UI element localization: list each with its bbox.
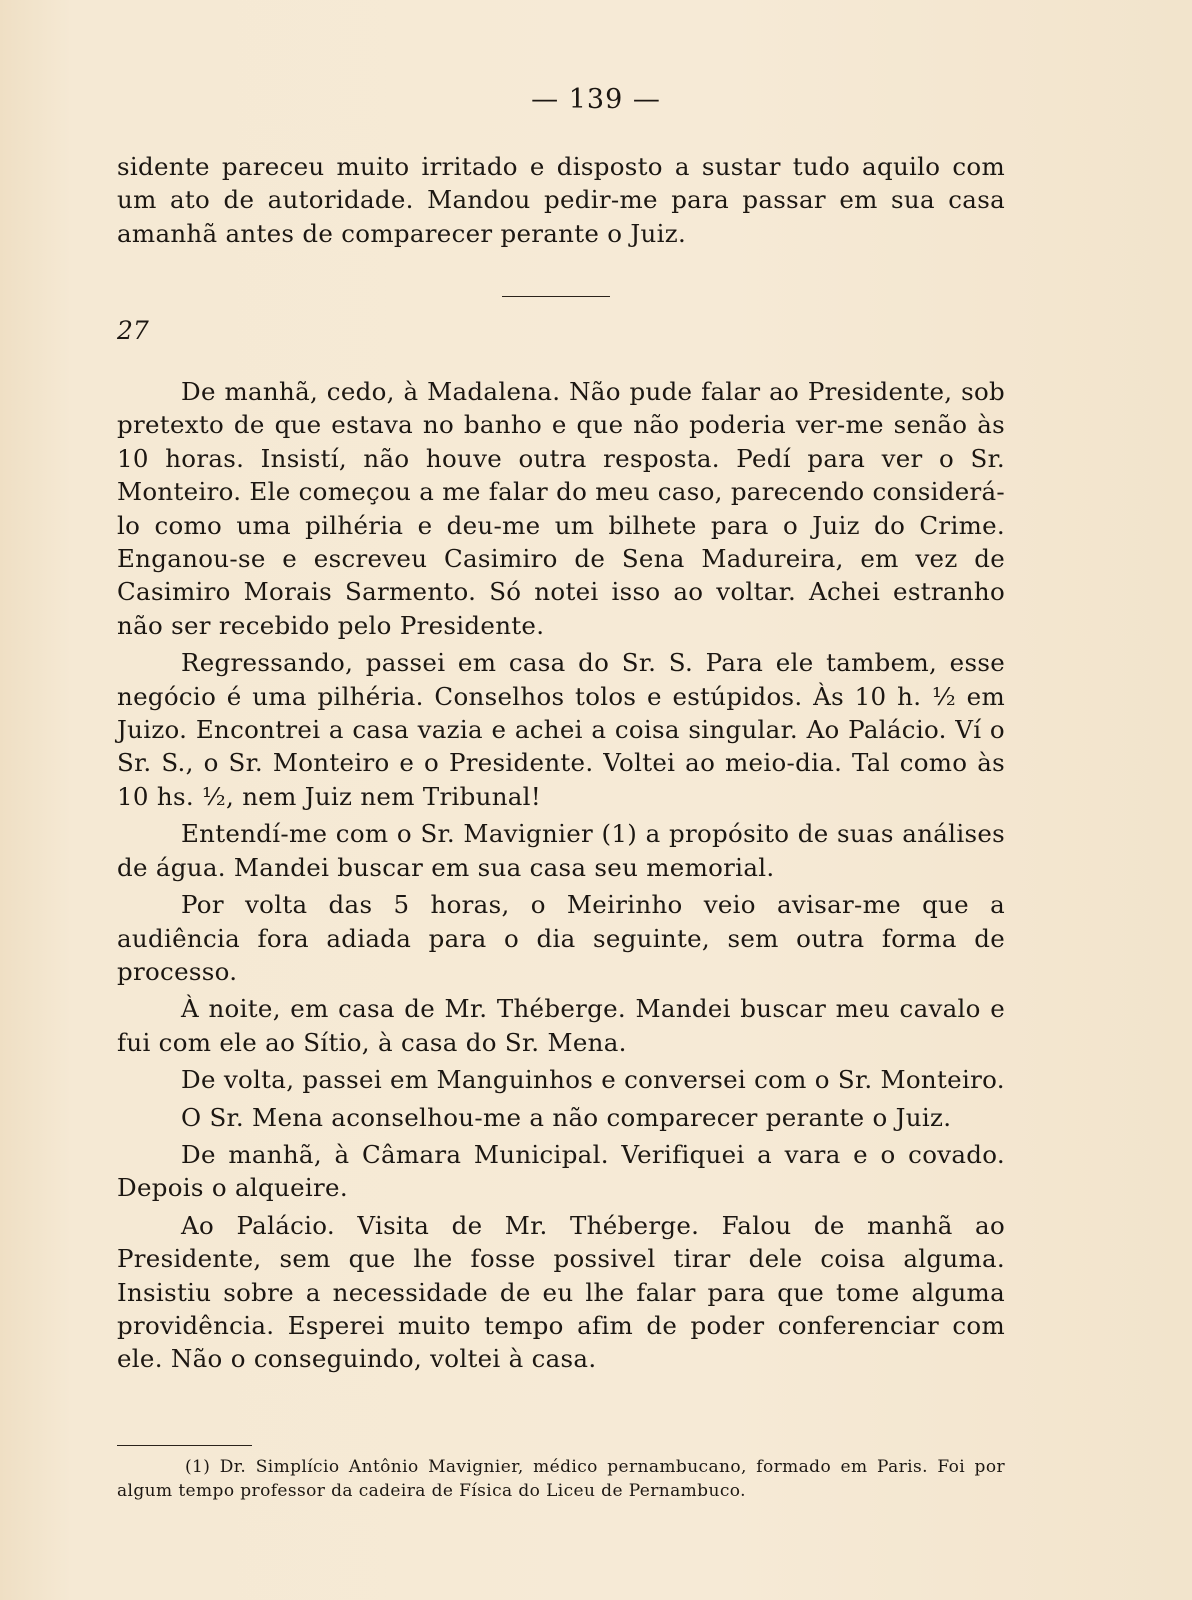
intro-paragraph-block <box>117 150 1005 250</box>
paragraph: Regressando, passei em casa do Sr. S. Para ele tambem, esse negócio é uma pilhéria. Conselhos tolos e estúpidos. Às 10 h. ½ em Juizo. Encontrei a casa vazia e achei a coisa singular. Ao Palácio. Ví o Sr. S., o Sr. Monteiro e o Presidente. Voltei ao meio-dia. Tal como às 10 hs. ½, nem Juiz nem Tribunal! <box>117 648 1005 811</box>
paragraph: De manhã, à Câmara Municipal. Verifiquei a vara e o covado. Depois o alqueire. <box>117 1139 1005 1203</box>
intro-paragraph: sidente pareceu muito irritado e disposto a sustar tudo aquilo com um ato de autoridade. Mandou pedir-me para passar em sua casa amanhã antes de comparecer perante o Juiz. <box>117 152 1005 248</box>
paragraph: Por volta das 5 horas, o Meirinho veio avisar-me que a audiência fora adiada para o dia seguinte, sem outra forma de processo. <box>117 890 1005 986</box>
paragraph: De manhã, cedo, à Madalena. Não pude falar ao Presidente, sob pretexto de que estava no banho e que não poderia ver-me senão às 10 horas. Insistí, não houve outra resposta. Pedí para ver o Sr. Monteiro. Ele começou a me falar do meu caso, parecendo considerá-lo como uma pilhéria e deu-me um bilhete para o Juiz do Crime. Enganou-se e escreveu Casimiro de Sena Madureira, em vez de Casimiro Morais Sarmento. Só notei isso ao voltar. Achei estranho não ser recebido pelo Presidente. <box>117 377 1005 640</box>
footnote <box>117 1455 1005 1503</box>
entry-day-label: 27 <box>117 316 149 345</box>
page-number: — 139 — <box>531 84 661 115</box>
paragraph: O Sr. Mena aconselhou-me a não comparecer perante o Juiz. <box>181 1102 952 1132</box>
footnote-text: (1) Dr. Simplício Antônio Mavignier, médico pernambucano, formado em Paris. Foi por algum tempo professor da cadeira de Física do Liceu de Pernambuco. <box>117 1457 1005 1501</box>
footnote-rule <box>117 1445 252 1446</box>
paragraph: Ao Palácio. Visita de Mr. Théberge. Falou de manhã ao Presidente, sem que lhe fosse possivel tirar dele coisa alguma. Insistiu sobre a necessidade de eu lhe falar para que tome alguma providência. Esperei muito tempo afim de poder conferenciar com ele. Não o conseguindo, voltei à casa. <box>117 1210 1005 1374</box>
paragraph: De volta, passei em Manguinhos e conversei com o Sr. Monteiro. <box>181 1065 1005 1095</box>
entry-body <box>117 375 1005 1376</box>
paragraph: Entendí-me com o Sr. Mavignier (1) a propósito de suas análises de água. Mandei buscar em sua casa seu memorial. <box>117 819 1005 882</box>
paragraph: À noite, em casa de Mr. Théberge. Mandei buscar meu cavalo e fui com ele ao Sítio, à casa do Sr. Mena. <box>117 994 1005 1057</box>
section-divider <box>502 296 610 297</box>
